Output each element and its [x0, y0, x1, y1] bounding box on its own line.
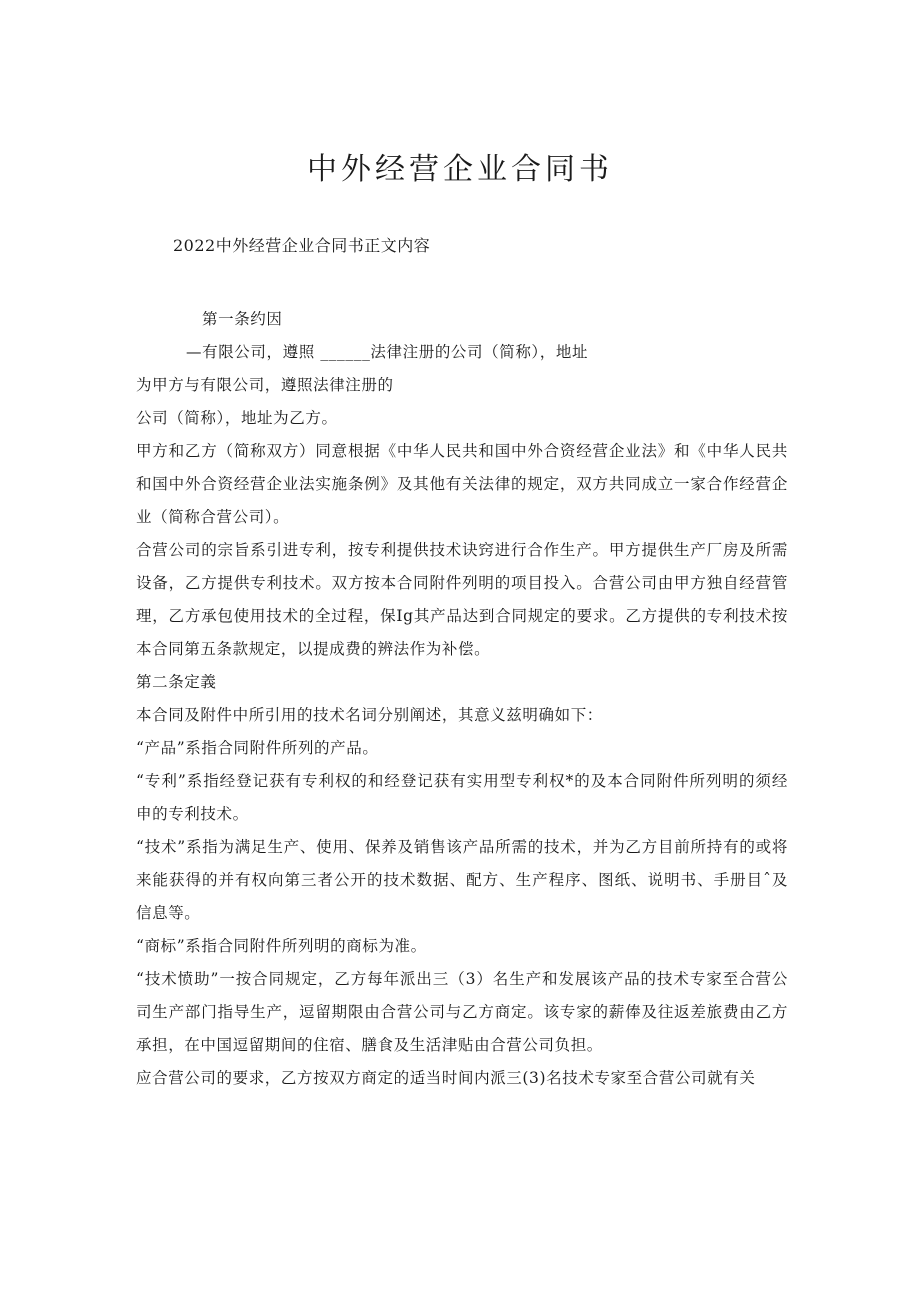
paragraph: 合营公司的宗旨系引进专利，按专利提供技术诀窍进行合作生产。甲方提供生产厂房及所需设备，乙方提供专利技术。双方按本合同附件列明的项目投入。合营公司由甲方独自经营管理，乙方承包使用技术的全过程，保Ig其产品达到合同规定的要求。乙方提供的专利技术按本合同第五条款规定，以提成费的辨法作为补偿。 — [136, 541, 788, 658]
paragraph: 甲方和乙方（简称双方）同意根据《中华人民共和国中外合资经营企业法》和《中华人民共和国中外合资经营企业法实施条例》及其他有关法律的规定，双方共同成立一家合作经营企业（简称合营公司）。 — [136, 442, 788, 526]
paragraph: 公司（简称），地址为乙方。 — [136, 409, 338, 427]
document-body — [136, 303, 788, 1095]
paragraph: 本合同及附件中所引用的技术名词分别阐述，其意义兹明确如下： — [136, 706, 603, 724]
paragraph: —有限公司，遵照 ______法律注册的公司（简称），地址 — [186, 343, 589, 361]
paragraph: 应合营公司的要求，乙方按双方商定的适当时间内派三(3)名技术专家至合营公司就有关 — [136, 1069, 756, 1087]
paragraph: “产品”系指合同附件所列的产品。 — [136, 739, 379, 757]
document-title: 中外经营企业合同书 — [307, 152, 613, 187]
paragraph: “专利”系指经登记获有专利权的和经登记获有实用型专利权*的及本合同附件所列明的须经申的专利技术。 — [136, 772, 788, 823]
paragraph: 为甲方与有限公司，遵照法律注册的 — [136, 376, 394, 394]
paragraph: “技术愤助”一按合同规定，乙方每年派出三（3）名生产和发展该产品的技术专家至合营公司生产部门指导生产，逗留期限由合营公司与乙方商定。该专家的薪俸及往返差旅费由乙方承担，在中国逗留期间的住宿、膳食及生活津贴由合营公司负担。 — [136, 970, 788, 1054]
paragraph: “技术”系指为满足生产、使用、保养及销售该产品所需的技术，并为乙方目前所持有的或将来能获得的并有权向第三者公开的技术数据、配方、生产程序、图纸、说明书、手册目ˆ及信息等。 — [136, 838, 788, 922]
paragraph: “商标”系指合同附件所列明的商标为准。 — [136, 937, 427, 955]
article-heading: 第一条约因 — [202, 310, 283, 328]
document-subtitle: 2022中外经营企业合同书正文内容 — [173, 236, 431, 255]
article-heading: 第二条定義 — [136, 673, 217, 691]
